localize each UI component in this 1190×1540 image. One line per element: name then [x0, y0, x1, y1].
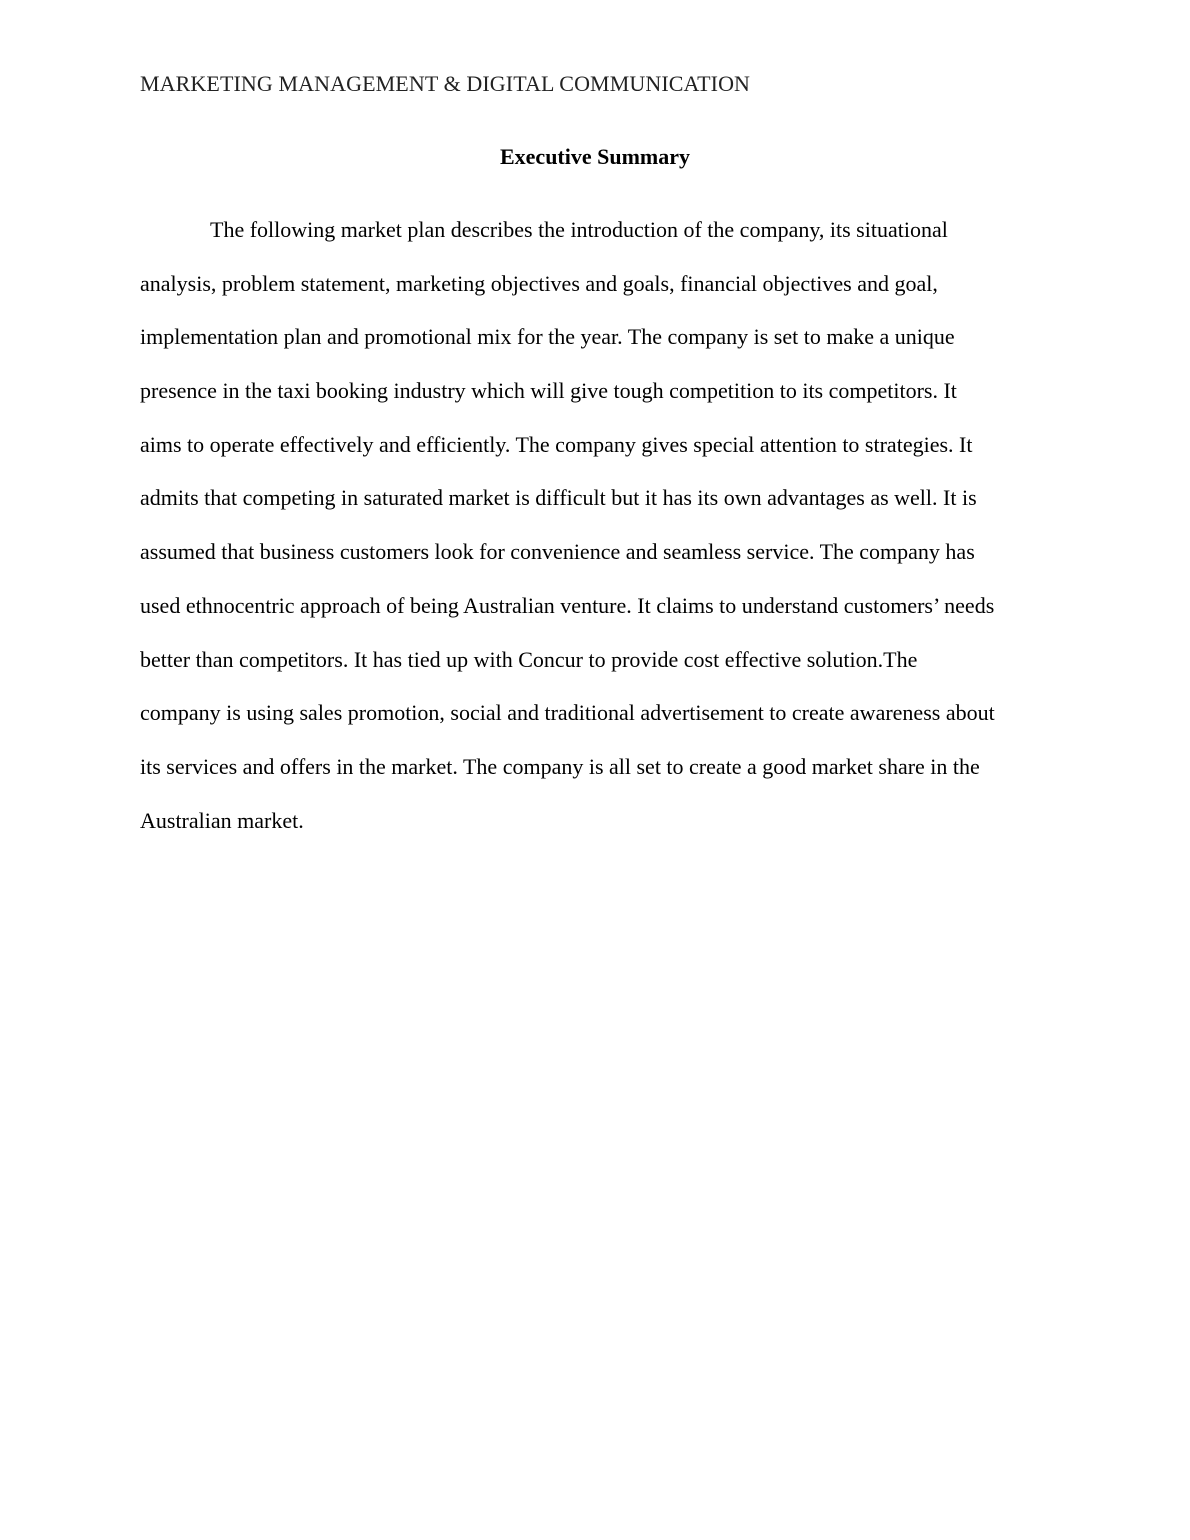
paragraph-line: presence in the taxi booking industry which will give tough competition to its competitors. It: [140, 378, 957, 404]
paragraph-line: admits that competing in saturated market is difficult but it has its own advantages as well. It is: [140, 485, 977, 511]
paragraph-line: company is using sales promotion, social and traditional advertisement to create awareness about: [140, 700, 995, 726]
paragraph-line: analysis, problem statement, marketing objectives and goals, financial objectives and goal,: [140, 270, 938, 296]
paragraph-line: its services and offers in the market. The company is all set to create a good market share in the: [140, 753, 980, 779]
paragraph-line: assumed that business customers look for convenience and seamless service. The company has: [140, 539, 975, 565]
paragraph-line: aims to operate effectively and efficiently. The company gives special attention to strategies. It: [140, 431, 973, 457]
running-head: MARKETING MANAGEMENT & DIGITAL COMMUNICATION: [140, 71, 751, 96]
paragraph-line: Australian market.: [140, 807, 304, 833]
paragraph-line: The following market plan describes the introduction of the company, its situational: [210, 217, 948, 242]
paragraph-line: used ethnocentric approach of being Australian venture. It claims to understand customers’ needs: [140, 592, 995, 618]
section-title: Executive Summary: [499, 144, 691, 169]
paragraph-line: implementation plan and promotional mix for the year. The company is set to make a unique: [140, 324, 955, 350]
paragraph-line: better than competitors. It has tied up with Concur to provide cost effective solution.The: [140, 646, 918, 672]
body-paragraph: [140, 203, 1060, 847]
